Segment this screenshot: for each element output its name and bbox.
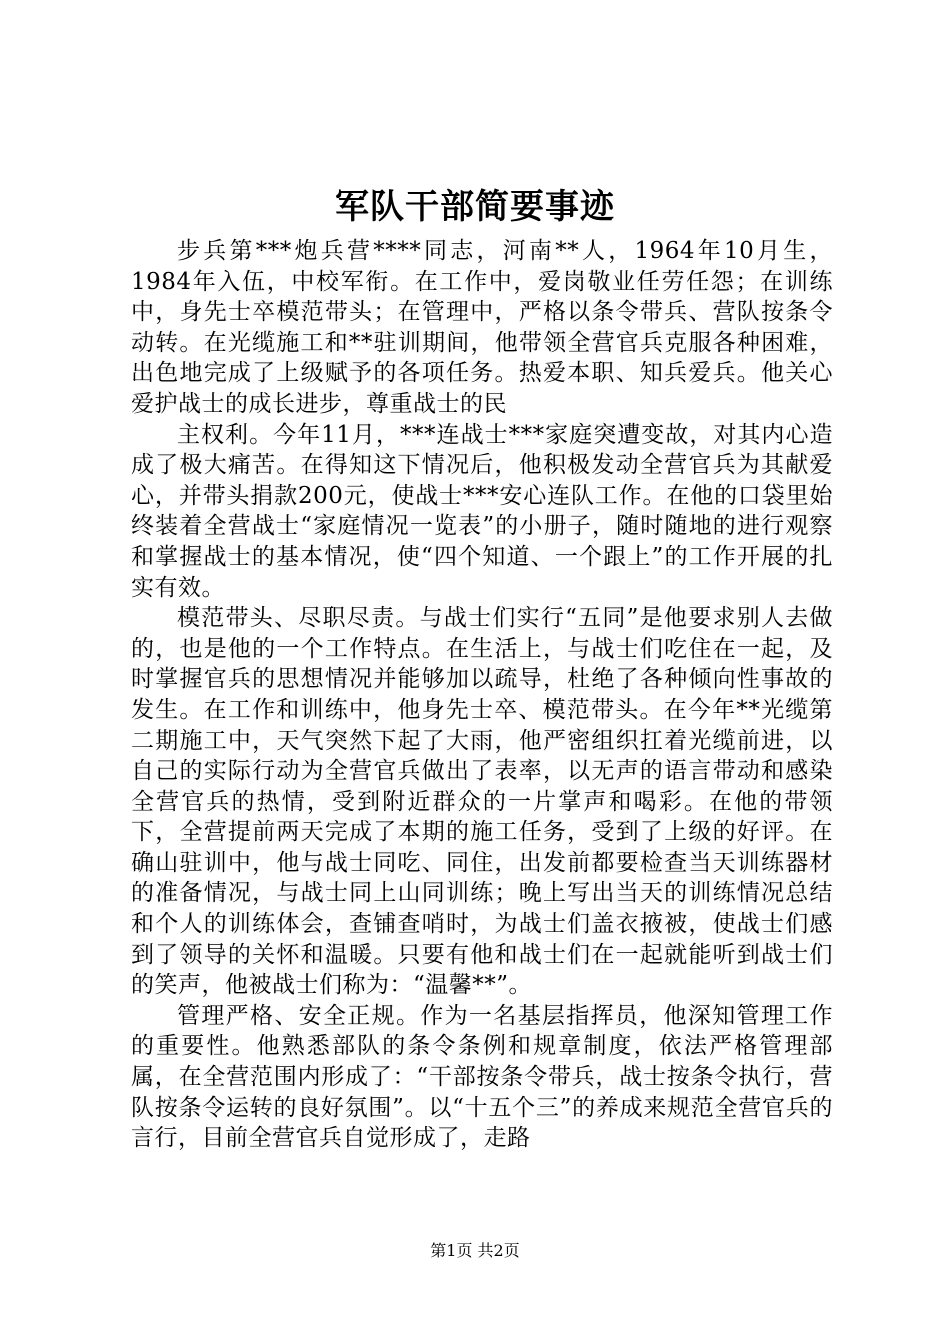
document-title: 军队干部简要事迹 xyxy=(335,187,615,227)
page-number-footer: 第1页 共2页 xyxy=(430,1241,520,1260)
paragraph: 管理严格、安全正规。作为一名基层指挥员，他深知管理工作的重要性。他熟悉部队的条令条例和规章制度，依法严格管理部属，在全营范围内形成了：“干部按条令带兵，战士按条令执行，营队按条令运转的良好氛围”。以“十五个三”的养成来规范全营官兵的言行，目前全营官兵自觉形成了，走路 xyxy=(131,1002,833,1152)
document-body xyxy=(131,236,833,1154)
paragraph: 主权利。今年11月，***连战士***家庭突遭变故，对其内心造成了极大痛苦。在得知这下情况后，他积极发动全营官兵为其献爱心，并带头捐款200元，使战士***安心连队工作。在他的口袋里始终装着全营战士“家庭情况一览表”的小册子，随时随地的进行观察和掌握战士的基本情况，使“四个知道、一个跟上”的工作开展的扎实有效。 xyxy=(131,421,833,601)
paragraph: 步兵第***炮兵营****同志，河南**人，1964年10月生，1984年入伍，中校军衔。在工作中，爱岗敬业任劳任怨；在训练中，身先士卒模范带头；在管理中，严格以条令带兵、营队按条令动转。在光缆施工和**驻训期间，他带领全营官兵克服各种困难，出色地完成了上级赋予的各项任务。热爱本职、知兵爱兵。他关心爱护战士的成长进步，尊重战士的民 xyxy=(131,238,833,417)
paragraph: 模范带头、尽职尽责。与战士们实行“五同”是他要求别人去做的，也是他的一个工作特点。在生活上，与战士们吃住在一起，及时掌握官兵的思想情况并能够加以疏导，杜绝了各种倾向性事故的发生。在工作和训练中，他身先士卒、模范带头。在今年**光缆第二期施工中，天气突然下起了大雨，他严密组织扛着光缆前进，以自己的实际行动为全营官兵做出了表率，以无声的语言带动和感染全营官兵的热情，受到附近群众的一片掌声和喝彩。在他的带领下，全营提前两天完成了本期的施工任务，受到了上级的好评。在确山驻训中，他与战士同吃、同住，出发前都要检查当天训练器材的准备情况，与战士同上山同训练；晚上写出当天的训练情况总结和个人的训练体会，查铺查哨时，为战士们盖衣掖被，使战士们感到了领导的关怀和温暖。只要有他和战士们在一起就能听到战士们的笑声，他被战士们称为：“温馨**”。 xyxy=(131,605,833,999)
